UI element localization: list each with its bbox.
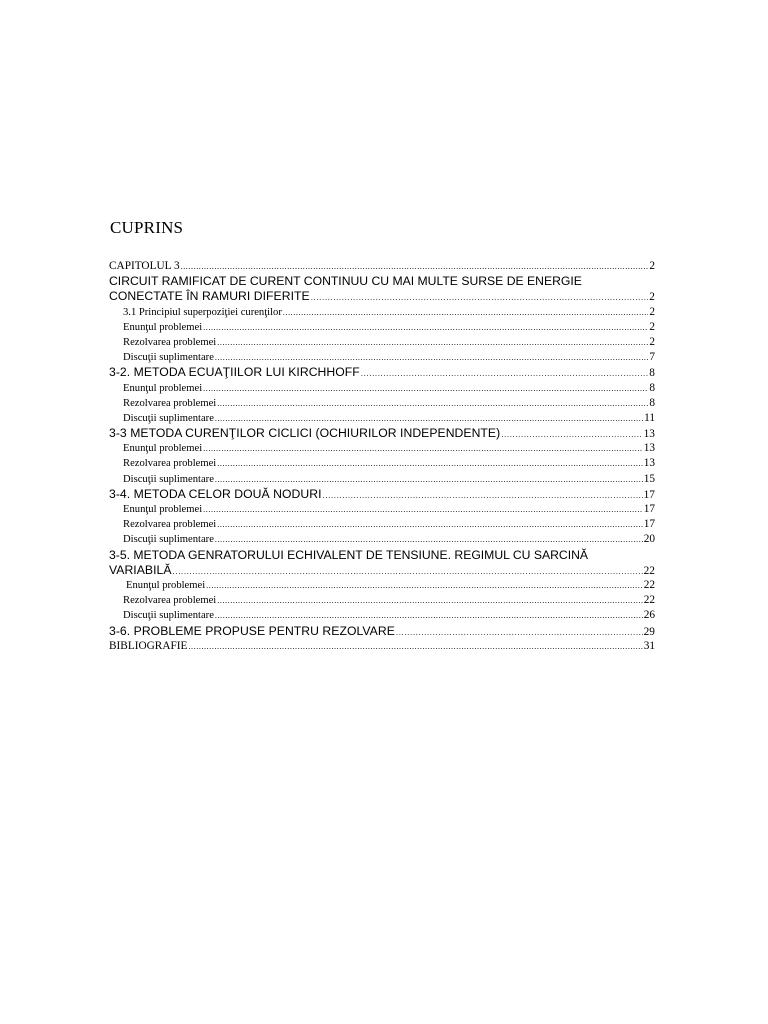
toc-entry[interactable] <box>109 639 655 654</box>
toc-entry-label: Enunţul problemei <box>123 382 203 394</box>
dot-leader <box>361 366 649 380</box>
dot-leader <box>215 472 643 487</box>
toc-entry[interactable] <box>109 426 655 441</box>
toc-entry[interactable] <box>109 411 655 426</box>
toc-entry[interactable] <box>109 563 655 578</box>
toc-entry-label: Discuţii suplimentare <box>123 352 214 364</box>
toc-entry-page-number: 8 <box>649 396 655 409</box>
toc-entry-label: Enunţul problemei <box>123 443 203 455</box>
toc-entry-label: Discuţii suplimentare <box>123 610 214 622</box>
toc-entry-page-number: 7 <box>649 351 655 364</box>
dot-leader <box>217 456 642 471</box>
toc-entry-label: Rezolvarea problemei <box>123 519 217 531</box>
toc-entry[interactable] <box>109 335 655 350</box>
toc-entry[interactable] <box>109 289 655 304</box>
toc-entry-label: 3-3 METODA CURENŢILOR CICLICI (OCHIURILOR INDEPENDENTE) <box>109 426 501 441</box>
toc-entry-page-number: 22 <box>643 594 655 607</box>
dot-leader <box>501 427 642 441</box>
toc-entry-page-number: 2 <box>649 335 655 348</box>
toc-entry-page-number: 2 <box>649 320 655 333</box>
toc-entry-label: 3.1 Principiul superpoziţiei curenţilor <box>123 306 282 318</box>
dot-leader <box>215 411 643 426</box>
toc-entry-page-number: 2 <box>649 260 655 272</box>
toc-entry-page-number: 11 <box>644 411 655 424</box>
toc-entry-label: Discuţii suplimentare <box>123 534 214 546</box>
dot-leader <box>206 578 643 593</box>
toc-entry-page-number: 13 <box>643 428 655 441</box>
toc-entry-page-number: 8 <box>649 381 655 394</box>
toc-entry-label: Enunţul problemei <box>123 321 203 333</box>
toc-entry-label: 3-4. METODA CELOR DOUĂ NODURI <box>109 486 322 501</box>
toc-entry[interactable] <box>109 502 655 517</box>
toc-entry-page-number: 2 <box>649 291 655 304</box>
dot-leader <box>188 639 642 654</box>
toc-entry-label: 3-2. METODA ECUAŢIILOR LUI KIRCHHOFF <box>109 365 360 380</box>
toc-entry[interactable] <box>109 593 655 608</box>
toc-entry[interactable] <box>109 578 655 593</box>
toc-entry-label: BIBLIOGRAFIE <box>109 639 188 652</box>
toc-entry-first-line: 3-5. METODA GENRATORULUI ECHIVALENT DE TENSIUNE. REGIMUL CU SARCINĂ <box>109 547 589 562</box>
toc-entry-page-number: 22 <box>643 564 655 577</box>
toc-entry-label: Rezolvarea problemei <box>123 336 217 348</box>
toc-heading: CUPRINS <box>110 218 184 237</box>
toc-entry[interactable] <box>109 381 655 396</box>
dot-leader <box>203 502 643 517</box>
toc-entry[interactable] <box>109 350 655 365</box>
toc-entry-page-number: 15 <box>643 472 655 485</box>
dot-leader <box>323 488 643 502</box>
dot-leader <box>203 441 643 456</box>
toc-entry[interactable] <box>109 472 655 487</box>
toc-entry-page-number: 31 <box>643 639 655 652</box>
toc-entry-label: Rezolvarea problemei <box>123 595 217 607</box>
toc-entry-page-number: 13 <box>643 442 655 455</box>
toc-entry-label: Rezolvarea problemei <box>123 458 217 470</box>
toc-entry-page-number: 20 <box>643 533 655 546</box>
dot-leader <box>181 259 649 274</box>
dot-leader <box>217 335 648 350</box>
toc-entry-page-number: 29 <box>643 625 655 638</box>
toc-entry-label: Rezolvarea problemei <box>123 397 217 409</box>
dot-leader <box>396 625 643 639</box>
toc-entry[interactable] <box>109 365 655 380</box>
toc-entry[interactable] <box>109 532 655 547</box>
toc-entry[interactable] <box>109 456 655 471</box>
toc-entry[interactable] <box>109 396 655 411</box>
toc-entry-page-number: 13 <box>643 457 655 470</box>
table-of-contents <box>109 259 655 654</box>
dot-leader <box>217 396 648 411</box>
toc-entry-page-number: 22 <box>643 578 655 591</box>
toc-entry[interactable] <box>109 441 655 456</box>
dot-leader <box>203 381 648 396</box>
dot-leader <box>215 608 643 623</box>
toc-entry-label: Discuţii suplimentare <box>123 473 214 485</box>
dot-leader <box>215 350 648 365</box>
dot-leader <box>283 305 648 320</box>
toc-entry[interactable] <box>109 624 655 639</box>
toc-entry-page-number: 17 <box>643 518 655 531</box>
toc-entry-label: Enunţul problemei <box>126 579 206 591</box>
toc-entry-page-number: 8 <box>649 367 655 380</box>
toc-entry[interactable] <box>109 320 655 335</box>
toc-entry-label: Enunţul problemei <box>123 504 203 515</box>
toc-entry-page-number: 17 <box>643 488 655 501</box>
toc-entry[interactable] <box>109 487 655 502</box>
toc-entry[interactable] <box>109 305 655 320</box>
toc-entry-first-line: CIRCUIT RAMIFICAT DE CURENT CONTINUU CU MAI MULTE SURSE DE ENERGIE <box>109 274 582 289</box>
toc-entry[interactable] <box>109 608 655 623</box>
toc-entry-label: CAPITOLUL 3 <box>109 260 180 272</box>
dot-leader <box>203 320 648 335</box>
dot-leader <box>173 564 643 578</box>
toc-entry-page-number: 17 <box>643 503 655 515</box>
toc-entry-label: CONECTATE ÎN RAMURI DIFERITE <box>109 289 310 304</box>
dot-leader <box>215 532 643 547</box>
toc-entry-label: VARIABILĂ <box>109 562 172 577</box>
toc-entry[interactable] <box>109 517 655 532</box>
toc-entry-page-number: 2 <box>649 305 655 318</box>
dot-leader <box>217 517 642 532</box>
toc-entry[interactable] <box>109 259 655 274</box>
toc-entry-label: Discuţii suplimentare <box>123 412 214 424</box>
dot-leader <box>217 593 642 608</box>
toc-entry-page-number: 26 <box>643 609 655 622</box>
dot-leader <box>311 290 649 304</box>
toc-entry-label: 3-6. PROBLEME PROPUSE PENTRU REZOLVARE <box>109 623 395 638</box>
